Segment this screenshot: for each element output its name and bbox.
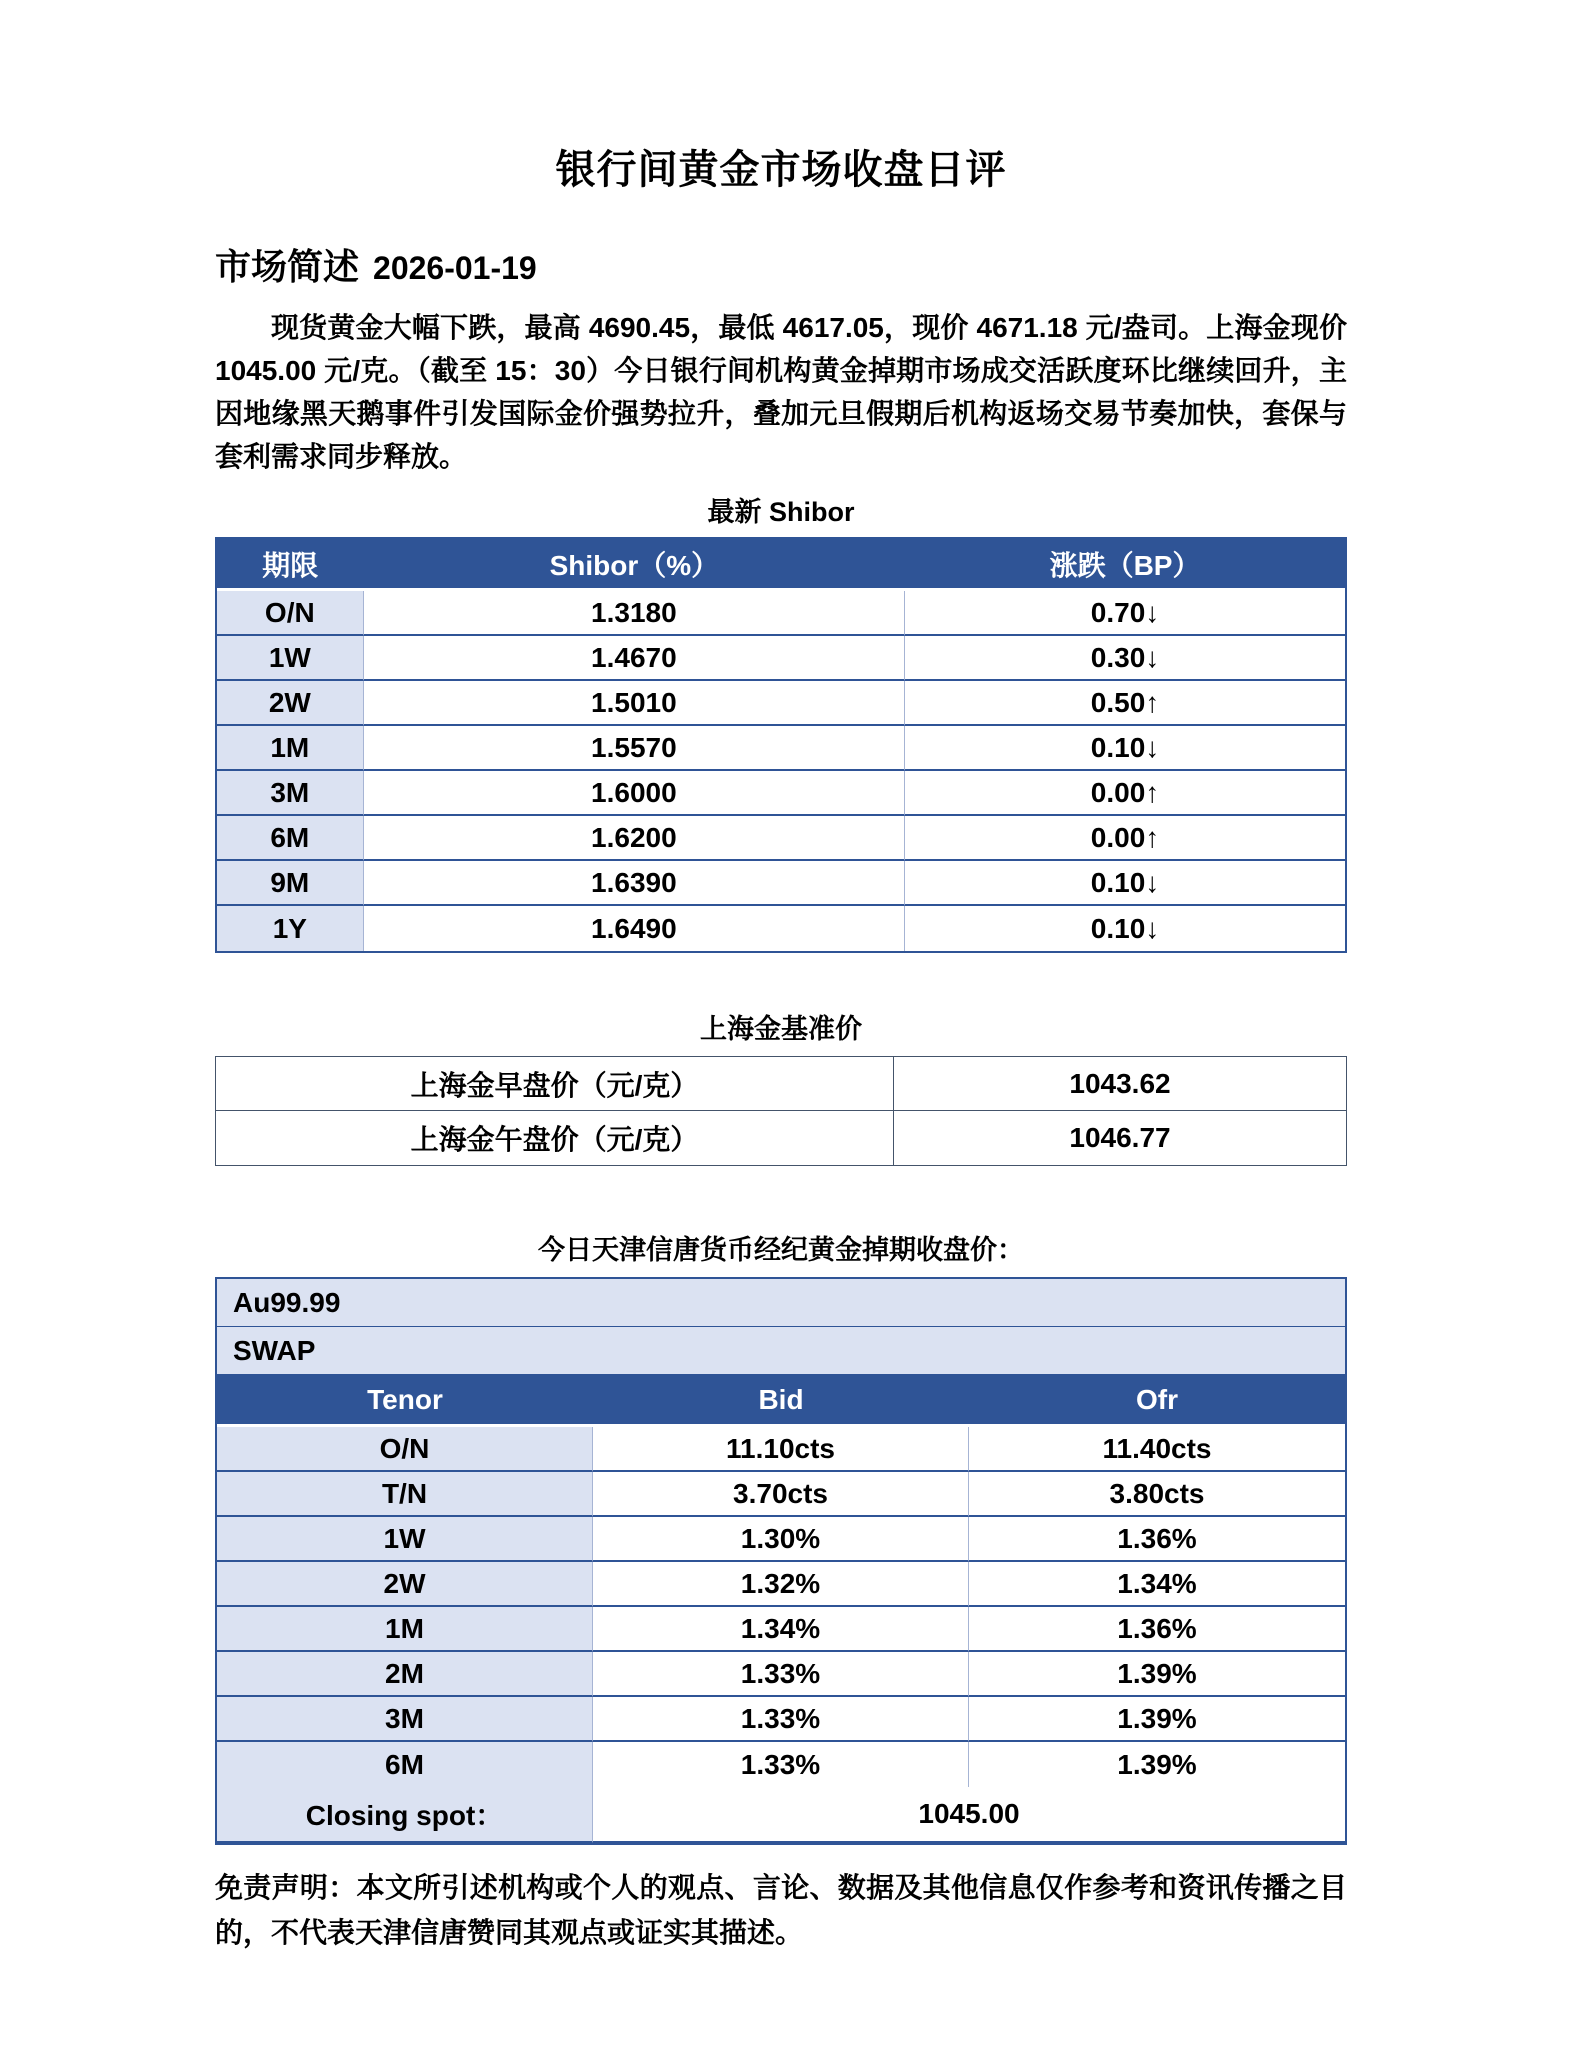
swap-instrument-label: SWAP — [217, 1327, 1345, 1375]
tenor-cell: 9M — [217, 861, 364, 906]
bid-cell: 1.34% — [593, 1607, 969, 1652]
benchmark-table-row — [216, 1111, 1346, 1165]
swap-product-label: Au99.99 — [217, 1279, 1345, 1327]
change-cell: 0.00↑ — [905, 816, 1345, 861]
benchmark-label-cell: 上海金早盘价（元/克） — [216, 1057, 894, 1111]
tenor-cell: T/N — [217, 1472, 593, 1517]
swap-instrument-row — [217, 1327, 1345, 1375]
section-header — [215, 239, 1347, 290]
benchmark-value-cell: 1043.62 — [894, 1057, 1346, 1111]
page-title: 银行间黄金市场收盘日评 — [555, 148, 1007, 192]
ofr-cell: 11.40cts — [969, 1427, 1345, 1472]
bid-cell: 1.33% — [593, 1697, 969, 1742]
change-cell: 0.10↓ — [905, 861, 1345, 906]
ofr-cell: 3.80cts — [969, 1472, 1345, 1517]
tenor-cell: 1M — [217, 726, 364, 771]
rate-cell: 1.4670 — [364, 636, 905, 681]
swap-header-row — [217, 1375, 1345, 1427]
report-date: 2026-01-19 — [373, 250, 537, 286]
bid-cell: 1.33% — [593, 1742, 969, 1787]
tenor-cell: 6M — [217, 1742, 593, 1787]
ofr-cell: 1.39% — [1117, 1748, 1197, 1780]
shibor-header-row — [217, 539, 1345, 591]
ofr-cell: 1.34% — [969, 1562, 1345, 1607]
swap-table-row — [217, 1472, 1345, 1517]
change-cell: 0.50↑ — [905, 681, 1345, 726]
swap-table — [215, 1277, 1347, 1845]
shibor-header-rate: Shibor（%） — [364, 539, 905, 591]
tenor-cell: 3M — [217, 1697, 593, 1742]
rate-cell: 1.3180 — [364, 591, 905, 636]
shibor-table-row — [217, 681, 1345, 726]
benchmark-table-caption: 上海金基准价 — [700, 1014, 862, 1044]
shibor-table-row — [217, 591, 1345, 636]
benchmark-table-row — [216, 1057, 1346, 1111]
bid-cell: 1.30% — [593, 1517, 969, 1562]
bid-cell: 1.33% — [593, 1652, 969, 1697]
closing-spot-row — [217, 1787, 1345, 1843]
swap-product-row — [217, 1279, 1345, 1327]
swap-table-row — [217, 1562, 1345, 1607]
tenor-cell: 6M — [217, 816, 364, 861]
tenor-cell: 1W — [217, 636, 364, 681]
tenor-cell: O/N — [217, 591, 364, 636]
bid-cell: 11.10cts — [593, 1427, 969, 1472]
ofr-cell: 1.39% — [969, 1652, 1345, 1697]
ofr-cell: 1.39% — [969, 1697, 1345, 1742]
shibor-table-row — [217, 906, 1345, 951]
swap-header-tenor: Tenor — [217, 1375, 593, 1427]
benchmark-value-cell: 1046.77 — [894, 1111, 1346, 1165]
swap-table-row — [217, 1742, 1345, 1787]
benchmark-label-cell: 上海金午盘价（元/克） — [216, 1111, 894, 1165]
tenor-cell: 3M — [217, 771, 364, 816]
shibor-table-row — [217, 816, 1345, 861]
tenor-cell: 2W — [217, 1562, 593, 1607]
rate-cell: 1.5010 — [364, 681, 905, 726]
swap-header-bid: Bid — [593, 1375, 969, 1427]
shibor-table-row — [217, 861, 1345, 906]
shibor-table — [215, 537, 1347, 953]
tenor-cell: 1M — [217, 1607, 593, 1652]
swap-table-row — [217, 1427, 1345, 1472]
tenor-cell: 1W — [217, 1517, 593, 1562]
rate-cell: 1.6390 — [364, 861, 905, 906]
change-cell: 0.70↓ — [905, 591, 1345, 636]
swap-table-row — [217, 1652, 1345, 1697]
closing-spot-value: 1045.00 — [593, 1787, 1345, 1843]
swap-table-row — [217, 1697, 1345, 1742]
rate-cell: 1.6490 — [364, 906, 905, 951]
change-cell: 0.10↓ — [905, 726, 1345, 771]
tenor-cell: 2M — [217, 1652, 593, 1697]
rate-cell: 1.6200 — [364, 816, 905, 861]
tenor-cell: O/N — [217, 1427, 593, 1472]
shibor-table-caption: 最新 Shibor — [707, 497, 855, 527]
tenor-cell: 2W — [217, 681, 364, 726]
swap-table-row — [217, 1607, 1345, 1652]
ofr-cell: 1.36% — [969, 1607, 1345, 1652]
shibor-table-row — [217, 726, 1345, 771]
shibor-header-tenor: 期限 — [217, 539, 364, 591]
shibor-table-row — [217, 771, 1345, 816]
market-summary: 现货黄金大幅下跌，最高 4690.45，最低 4617.05，现价 4671.18 元/盎司。上海金现价 1045.00 元/克。（截至 15：30）今日银行间机构黄金掉期市场成交活跃度环比继续回升，主因地缘黑天鹅事件引发国际金价强势拉升，叠加元旦假期后机构返场交易节奏加快，套保与套利需求同步释放。 — [215, 312, 1347, 472]
tenor-cell: 1Y — [217, 906, 364, 951]
change-cell: 0.00↑ — [905, 771, 1345, 816]
shibor-table-row — [217, 636, 1345, 681]
change-cell: 0.30↓ — [905, 636, 1345, 681]
swap-header-ofr: Ofr — [969, 1375, 1345, 1427]
closing-spot-label: Closing spot： — [217, 1787, 593, 1843]
change-cell: 0.10↓ — [1090, 912, 1160, 944]
benchmark-table — [215, 1056, 1347, 1166]
rate-cell: 1.6000 — [364, 771, 905, 816]
section-heading: 市场简述 — [215, 246, 360, 287]
swap-table-caption: 今日天津信唐货币经纪黄金掉期收盘价： — [538, 1235, 1024, 1265]
disclaimer-text: 免责声明：本文所引述机构或个人的观点、言论、数据及其他信息仅作参考和资讯传播之目的，不代表天津信唐赞同其观点或证实其描述。 — [215, 1872, 1347, 1948]
bid-cell: 1.32% — [593, 1562, 969, 1607]
ofr-cell: 1.36% — [969, 1517, 1345, 1562]
rate-cell: 1.5570 — [364, 726, 905, 771]
bid-cell: 3.70cts — [593, 1472, 969, 1517]
shibor-header-change: 涨跌（BP） — [905, 539, 1345, 591]
document-page — [215, 0, 1347, 1955]
swap-table-row — [217, 1517, 1345, 1562]
